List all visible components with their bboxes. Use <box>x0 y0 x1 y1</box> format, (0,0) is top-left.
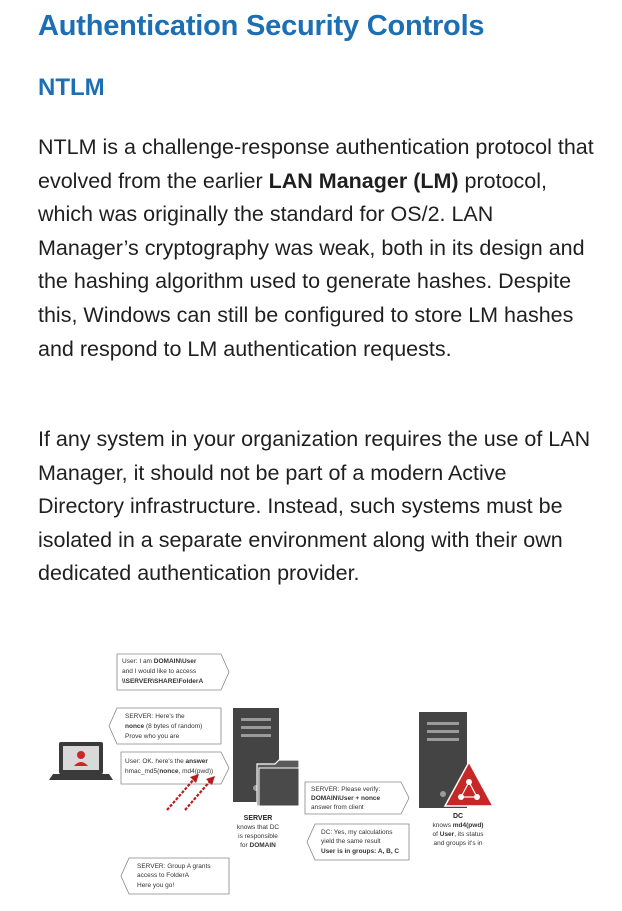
svg-text:for DOMAIN <box>240 842 276 849</box>
msg4-line1: SERVER: Please verify: <box>311 786 381 793</box>
msg2-line2a: nonce <box>125 723 145 730</box>
msg4-line2: DOMAIN\User + nonce <box>311 795 381 802</box>
section-heading: NTLM <box>38 74 105 101</box>
page-title: Authentication Security Controls <box>38 10 485 42</box>
msg2-line3: Prove who you are <box>125 733 180 740</box>
p1-text-a: NTLM is a challenge-response authentication protocol that evolved from the earlier <box>38 135 594 193</box>
msg2-line1: SERVER: Here's the <box>125 713 185 720</box>
dc-line2c: , its status <box>454 831 484 838</box>
ntlm-flow-diagram <box>45 646 565 902</box>
message-dc-confirm <box>307 824 409 860</box>
msg3-line2b: nonce <box>159 768 179 775</box>
message-user-request <box>117 654 229 690</box>
message-server-verify <box>305 782 409 814</box>
svg-text:of User, its status <box>433 831 485 838</box>
msg1-line1b: DOMAIN\User <box>153 658 197 665</box>
svg-text:User: I am DOMAIN\User <box>122 658 197 665</box>
msg3-line2a: hmac_md5( <box>125 768 160 775</box>
dc-label: DC <box>452 813 464 820</box>
server-line2: is responsible <box>238 833 278 840</box>
server-line3b: DOMAIN <box>249 842 276 849</box>
msg6-line3: Here you go! <box>137 882 175 889</box>
msg5-line1: DC: Yes, my calculations <box>321 829 393 836</box>
msg2-line2b: (8 bytes of random) <box>144 723 203 730</box>
paragraph-ntlm-intro <box>38 131 598 366</box>
server-line3a: for <box>240 842 250 849</box>
paragraph-lan-manager: If any system in your organization requires the use of LAN Manager, it should not be part of a modern Active Directory infrastructure. Instead, such systems must be isolated in a separate environment along with their own dedicated authentication provider. <box>38 427 591 586</box>
dc-line3: and groups it's in <box>433 840 483 847</box>
p1-text-b: protocol, which was originally the standard for OS/2. LAN Manager’s cryptography was weak, both in its design and the hashing algorithm used to generate hashes. Despite this, Windows can still be configured to store LM hashes and respond to LM authentication requests. <box>38 168 585 361</box>
msg6-line2: access to FolderA <box>137 872 190 879</box>
folder-icon <box>257 760 299 806</box>
svg-text:hmac_md5(nonce, md4(pwd)) <box>125 768 213 775</box>
dc-line2b: User <box>439 831 455 838</box>
msg4-line3: answer from client <box>311 804 364 811</box>
msg1-line3: \\SERVER\SHARE\FolderA <box>122 678 204 685</box>
svg-text:nonce (8 bytes of random) <box>125 723 202 730</box>
msg1-line1a: User: I am <box>122 658 154 665</box>
dc-line2a: of <box>432 831 440 838</box>
msg3-line1b: answer <box>185 758 208 765</box>
dc-line1b: md4(pwd) <box>452 822 484 829</box>
svg-text:knows md4(pwd) <box>433 822 484 829</box>
msg5-line3: User is in groups: A, B, C <box>321 848 400 855</box>
message-server-grant <box>121 858 229 894</box>
dc-line1a: knows <box>432 822 453 829</box>
msg3-line1a: User: OK. here's the <box>125 758 186 765</box>
p1-bold-term: LAN Manager (LM) <box>268 168 459 193</box>
server-label: SERVER <box>243 815 273 822</box>
msg1-line2: and I would like to access <box>122 668 197 675</box>
msg5-line2: yield the same result <box>321 838 381 845</box>
message-server-nonce <box>109 708 221 744</box>
server-line1: knows that DC <box>236 824 280 831</box>
svg-text:User: OK. here's the answer <box>125 758 208 765</box>
laptop-icon <box>49 742 113 780</box>
msg3-line2c: , md4(pwd)) <box>178 768 214 775</box>
msg6-line1: SERVER: Group A grants <box>137 863 211 870</box>
